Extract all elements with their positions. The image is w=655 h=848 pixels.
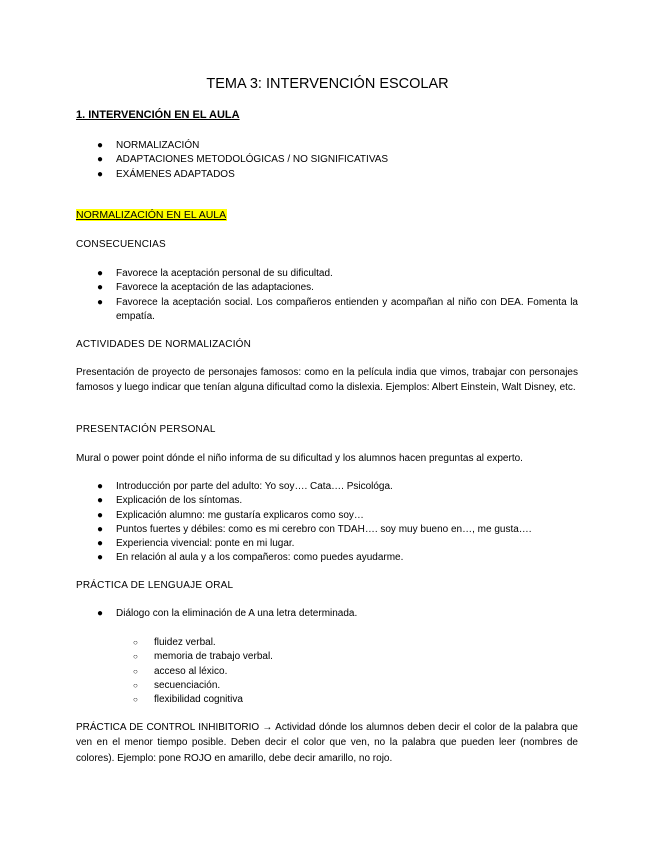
bullet-circle: ○: [133, 695, 138, 705]
subheading-presentacion: PRESENTACIÓN PERSONAL: [76, 424, 216, 435]
list-item: ● Favorece la aceptación de las adaptaciones.: [76, 281, 578, 295]
consecuencias-list: [76, 267, 578, 324]
list-item: ● Puntos fuertes y débiles: como es mi cerebro con TDAH…. soy muy bueno en…, me gusta….: [76, 523, 578, 537]
bullet-disc: ●: [97, 268, 104, 279]
list-item: ● Diálogo con la eliminación de A una letra determinada.: [76, 607, 578, 621]
list-item: ● NORMALIZACIÓN: [76, 139, 578, 153]
bullet-disc: ●: [97, 168, 104, 180]
bullet-disc: ●: [97, 552, 104, 564]
bullet-circle: ○: [133, 680, 138, 690]
bullet-circle: ○: [133, 652, 138, 662]
sublist-item: ○ secuenciación.: [76, 679, 578, 693]
bullet-disc: ●: [97, 154, 104, 166]
section-list: [76, 139, 578, 182]
list-item: ● Experiencia vivencial: ponte en mi lugar.: [76, 537, 578, 551]
bullet-disc: ●: [97, 538, 104, 550]
list-item: ● ADAPTACIONES METODOLÓGICAS / NO SIGNIFICATIVAS: [76, 153, 578, 167]
bullet-disc: ●: [97, 140, 104, 151]
list-item: ● Explicación alumno: me gustaría explicaros como soy…: [76, 509, 578, 523]
bullet-circle: ○: [133, 638, 138, 647]
list-item: ● Favorece la aceptación social. Los compañeros entienden y acompañan al niño con DEA. Fomenta la empatía.: [97, 296, 578, 322]
bullet-disc: ●: [97, 608, 104, 619]
bullet-disc: ●: [97, 495, 104, 507]
list-item: ● Introducción por parte del adulto: Yo soy…. Cata…. Psicológa.: [76, 480, 578, 494]
list-item: ● EXÁMENES ADAPTADOS: [76, 168, 578, 182]
subheading-lenguaje: PRÁCTICA DE LENGUAJE ORAL: [76, 580, 234, 591]
sublist-item: ○ acceso al léxico.: [76, 665, 578, 679]
bullet-disc: ●: [97, 481, 104, 492]
section-heading: 1. INTERVENCIÓN EN EL AULA: [76, 109, 240, 121]
page-title: TEMA 3: INTERVENCIÓN ESCOLAR: [206, 76, 449, 92]
sublist-item: ○ fluidez verbal.: [76, 636, 578, 650]
sublist-item: ○ memoria de trabajo verbal.: [76, 650, 578, 664]
bullet-disc: ●: [97, 509, 104, 521]
bullet-circle: ○: [133, 666, 138, 676]
list-item: ● Explicación de los síntomas.: [76, 494, 578, 508]
subheading-consecuencias: CONSECUENCIAS: [76, 239, 166, 250]
bullet-disc: ●: [97, 523, 104, 535]
highlighted-heading: NORMALIZACIÓN EN EL AULA: [76, 209, 227, 221]
paragraph-actividades: Presentación de proyecto de personajes famosos: como en la película india que vimos, trabajar con personajes famosos y luego indicar que tenían alguna dificultad como la dislexia. Ejemplos: Albert Einstein, Walt Disney, etc.: [76, 367, 578, 394]
bullet-disc: ●: [97, 296, 104, 308]
bullet-disc: ●: [97, 282, 104, 294]
list-item: ● En relación al aula y a los compañeros: como puedes ayudarme.: [76, 551, 578, 565]
presentacion-list: [76, 480, 578, 566]
paragraph-presentacion: Mural o power point dónde el niño informa de su dificultad y los alumnos hacen preguntas al experto.: [76, 453, 523, 464]
list-item: ● Favorece la aceptación personal de su dificultad.: [76, 267, 578, 281]
lenguaje-list: [76, 607, 578, 621]
lenguaje-sublist: [76, 636, 578, 707]
subheading-actividades: ACTIVIDADES DE NORMALIZACIÓN: [76, 339, 252, 350]
sublist-item: ○ flexibilidad cognitiva: [76, 693, 578, 707]
paragraph-inhibitorio: PRÁCTICA DE CONTROL INHIBITORIO → Actividad dónde los alumnos deben decir el color de la palabra que ven en el menor tiempo posible. Deben decir el color que ven, no la palabra que pueden leer (nombres de colores). Ejemplo: pone ROJO en amarillo, debe decir amarillo, no rojo.: [76, 722, 578, 764]
